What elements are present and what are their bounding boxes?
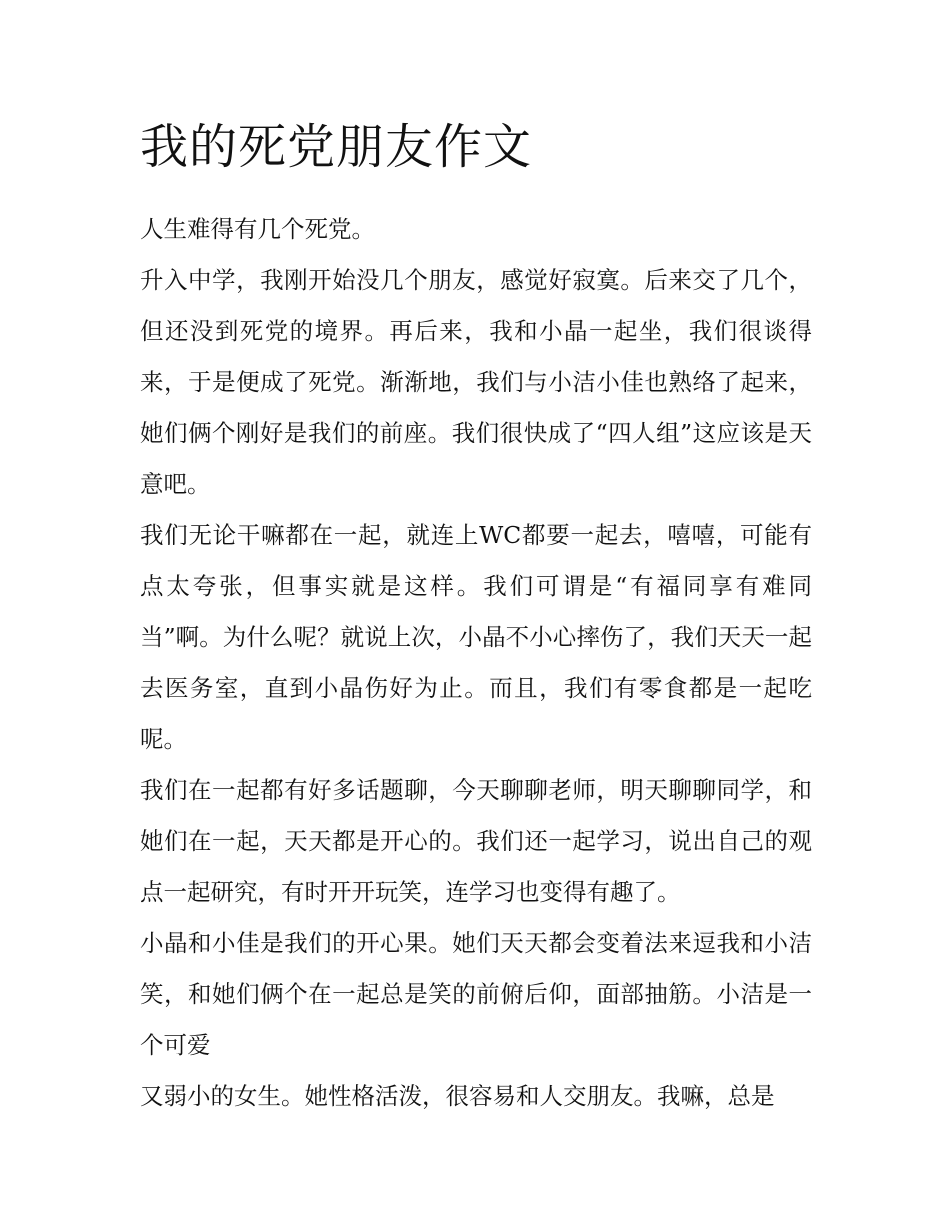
document-page [140, 112, 812, 1122]
paragraph-2: 升入中学，我刚开始没几个朋友，感觉好寂寞。后来交了几个，但还没到死党的境界。再后来，我和小晶一起坐，我们很谈得来，于是便成了死党。渐渐地，我们与小洁小佳也熟络了起来，她们俩个刚好是我们的前座。我们很快成了“四人组”这应该是天意吧。 [140, 266, 812, 498]
paragraph-5: 小晶和小佳是我们的开心果。她们天天都会变着法来逗我和小洁笑，和她们俩个在一起总是笑的前俯后仰，面部抽筋。小洁是一个可爱 [140, 929, 812, 1059]
paragraph-4: 我们在一起都有好多话题聊，今天聊聊老师，明天聊聊同学，和她们在一起，天天都是开心的。我们还一起学习，说出自己的观点一起研究，有时开开玩笑，连学习也变得有趣了。 [140, 776, 812, 906]
paragraph-6: 又弱小的女生。她性格活泼，很容易和人交朋友。我嘛，总是 [140, 1082, 775, 1110]
paragraph-1: 人生难得有几个死党。 [140, 215, 375, 243]
document-title: 我的死党朋友作文 [140, 119, 533, 175]
paragraph-3: 我们无论干嘛都在一起，就连上WC都要一起去，嘻嘻，可能有点太夸张，但事实就是这样。我们可谓是“有福同享有难同当”啊。为什么呢？就说上次，小晶不小心摔伤了，我们天天一起去医务室，直到小晶伤好为止。而且，我们有零食都是一起吃呢。 [140, 521, 812, 753]
